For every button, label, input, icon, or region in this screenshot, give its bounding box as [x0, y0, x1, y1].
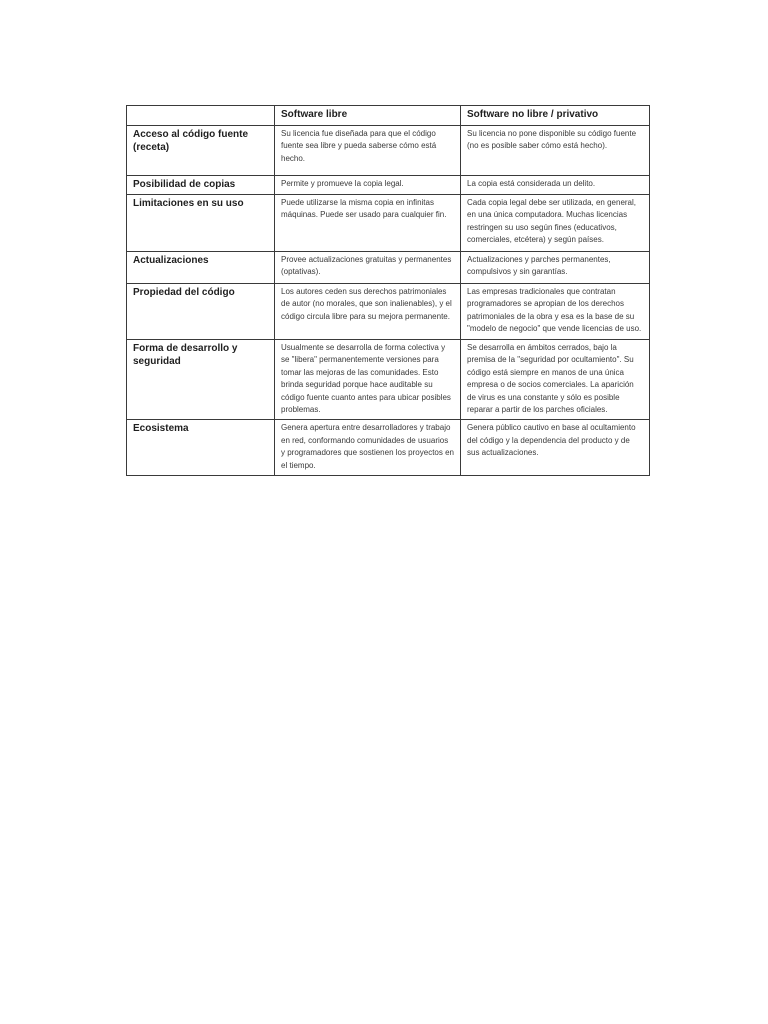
cell-privativo: Su licencia no pone disponible su código fuente (no es posible saber cómo está hecho).	[461, 126, 650, 176]
header-cell-software-libre: Software libre	[275, 106, 461, 126]
table-row	[127, 252, 650, 284]
row-label: Forma de desarrollo y seguridad	[127, 340, 275, 420]
cell-libre: Su licencia fue diseñada para que el código fuente sea libre y pueda saberse cómo está hecho.	[275, 126, 461, 176]
cell-privativo: Se desarrolla en ámbitos cerrados, bajo la premisa de la "seguridad por ocultamiento". Su código está siempre en manos de una única empresa o de socios comerciales. La aparición de virus es una constante y sólo es posible reparar a partir de los parches oficiales.	[461, 340, 650, 420]
table-row	[127, 284, 650, 340]
comparison-table	[126, 105, 650, 476]
row-label: Ecosistema	[127, 420, 275, 476]
cell-libre: Provee actualizaciones gratuitas y permanentes (optativas).	[275, 252, 461, 284]
row-label: Limitaciones en su uso	[127, 195, 275, 252]
row-label: Propiedad del código	[127, 284, 275, 340]
cell-privativo: Las empresas tradicionales que contratan programadores se apropian de los derechos patrimoniales de la obra y esa es la base de su "modelo de negocio" que vende licencias de uso.	[461, 284, 650, 340]
table-header-row	[127, 106, 650, 126]
cell-libre: Los autores ceden sus derechos patrimoniales de autor (no morales, que son inalienables), y el código circula libre para su mejora permanente.	[275, 284, 461, 340]
cell-privativo: Actualizaciones y parches permanentes, compulsivos y sin garantías.	[461, 252, 650, 284]
cell-privativo: La copia está considerada un delito.	[461, 176, 650, 195]
cell-libre: Genera apertura entre desarrolladores y trabajo en red, conformando comunidades de usuarios y programadores que sostienen los proyectos en el tiempo.	[275, 420, 461, 476]
row-label: Posibilidad de copias	[127, 176, 275, 195]
row-label: Actualizaciones	[127, 252, 275, 284]
cell-libre: Permite y promueve la copia legal.	[275, 176, 461, 195]
header-cell-software-privativo: Software no libre / privativo	[461, 106, 650, 126]
cell-libre: Usualmente se desarrolla de forma colectiva y se "libera" permanentemente versiones para tomar las mejoras de las comunidades. Esto brinda seguridad porque hace auditable su código fuente cuanto antes para ubicar posibles problemas.	[275, 340, 461, 420]
cell-libre: Puede utilizarse la misma copia en infinitas máquinas. Puede ser usado para cualquier fin.	[275, 195, 461, 252]
table-row	[127, 420, 650, 476]
table-row	[127, 176, 650, 195]
row-label: Acceso al código fuente (receta)	[127, 126, 275, 176]
table-row	[127, 195, 650, 252]
cell-privativo: Cada copia legal debe ser utilizada, en general, en una única computadora. Muchas licencias restringen su uso según fines (educativos, comerciales, etcétera) y según países.	[461, 195, 650, 252]
cell-privativo: Genera público cautivo en base al ocultamiento del código y la dependencia del producto y de sus actualizaciones.	[461, 420, 650, 476]
table-row	[127, 340, 650, 420]
table-row	[127, 126, 650, 176]
header-cell-empty	[127, 106, 275, 126]
